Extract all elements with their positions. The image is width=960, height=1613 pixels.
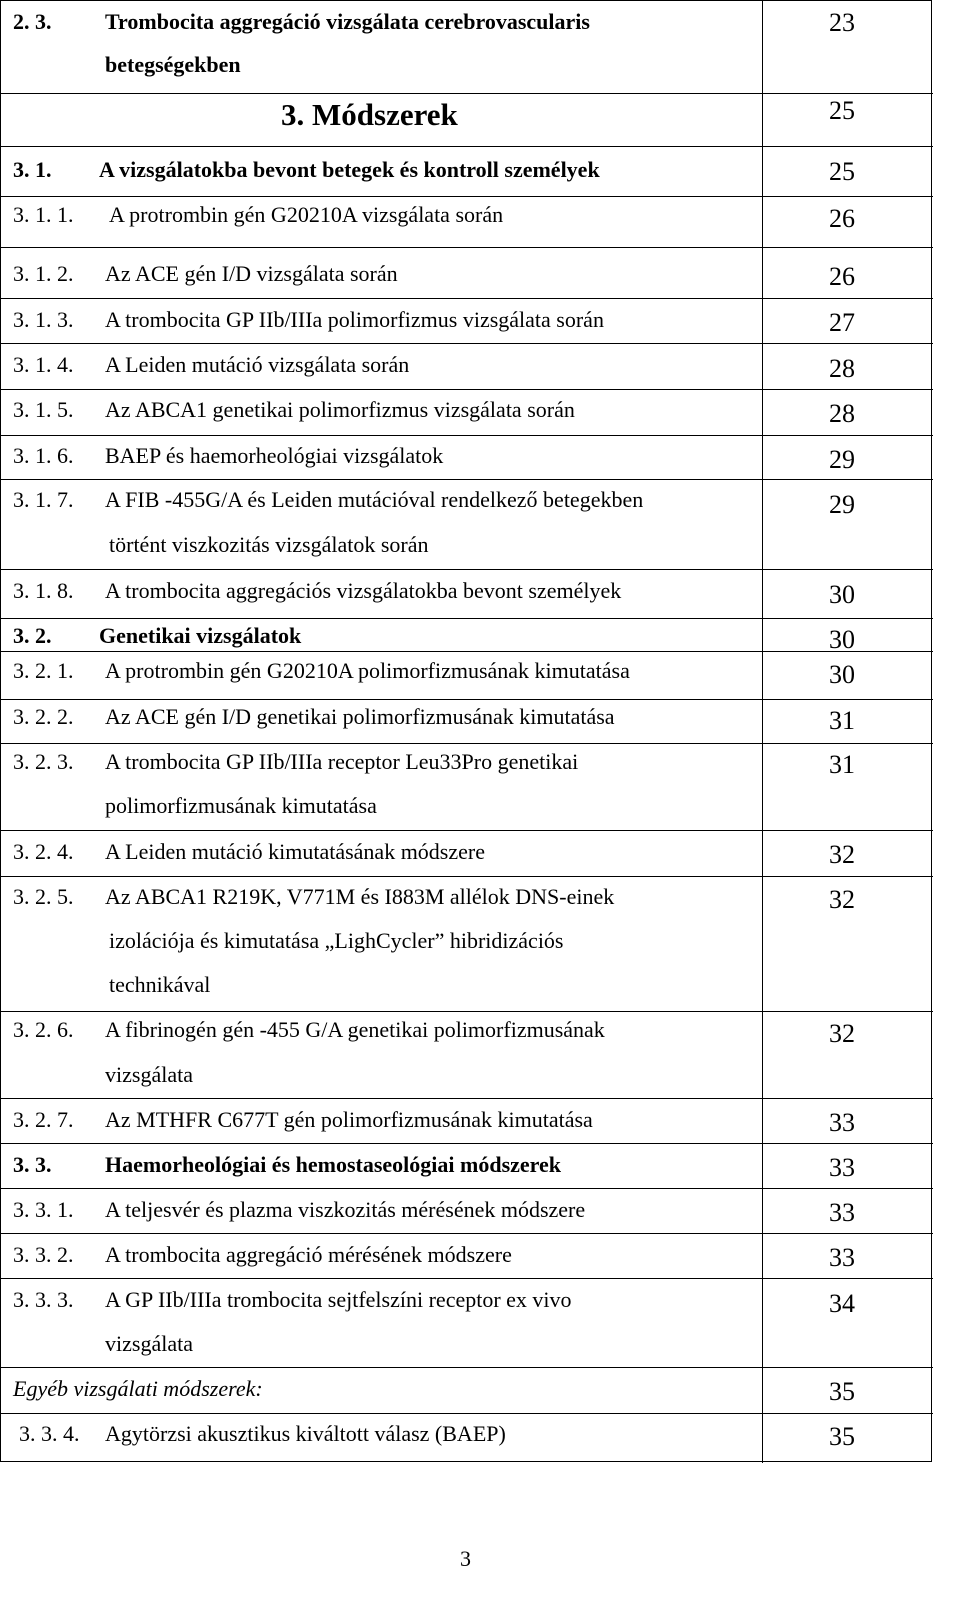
page-number: 32: [829, 840, 855, 869]
row-divider: [1, 876, 933, 877]
section-title: Agytörzsi akusztikus kiváltott válasz (BAEP): [105, 1421, 506, 1446]
section-title: A GP IIb/IIIa trombocita sejtfelszíni receptor ex vivo: [105, 1287, 572, 1312]
page-number: 34: [829, 1289, 855, 1318]
row-divider: [1, 435, 933, 436]
section-title: A protrombin gén G20210A vizsgálata során: [109, 202, 504, 227]
section-title-continued: történt viszkozitás vizsgálatok során: [109, 532, 429, 557]
section-title: A fibrinogén gén -455 G/A genetikai polimorfizmusának: [105, 1017, 605, 1042]
section-number: 3. 1. 8.: [13, 578, 74, 603]
section-number: 3. 1. 1.: [13, 202, 74, 227]
section-number: 3. 1. 7.: [13, 487, 74, 512]
section-title: Az MTHFR C677T gén polimorfizmusának kimutatása: [105, 1107, 593, 1132]
section-title-continued: polimorfizmusának kimutatása: [105, 793, 377, 818]
row-divider: [1, 1278, 933, 1279]
section-number: 3. 2. 5.: [13, 884, 74, 909]
section-number: 3. 2. 4.: [13, 839, 74, 864]
section-title-continued: betegségekben: [105, 52, 241, 77]
row-divider: [1, 1098, 933, 1099]
section-title: Egyéb vizsgálati módszerek:: [13, 1376, 263, 1401]
row-divider: [1, 298, 933, 299]
section-title: Az ACE gén I/D genetikai polimorfizmusának kimutatása: [105, 704, 615, 729]
section-number: 3. 1. 5.: [13, 397, 74, 422]
page-number: 33: [829, 1108, 855, 1137]
section-number: 3. 2. 7.: [13, 1107, 74, 1132]
section-number: 3. 3.: [13, 1152, 52, 1177]
row-divider: [1, 618, 933, 619]
section-title: A FIB -455G/A és Leiden mutációval rendelkező betegekben: [105, 487, 644, 512]
section-title: A Leiden mutáció vizsgálata során: [105, 352, 410, 377]
row-divider: [1, 1413, 933, 1414]
section-title: A protrombin gén G20210A polimorfizmusának kimutatása: [105, 658, 630, 683]
row-divider: [1, 389, 933, 390]
section-title-continued: technikával: [109, 972, 211, 997]
page-number: 29: [829, 490, 855, 519]
page-number: 26: [829, 204, 855, 233]
section-number: 2. 3.: [13, 9, 52, 34]
section-title: Az ACE gén I/D vizsgálata során: [105, 261, 398, 286]
row-divider: [1, 651, 933, 652]
section-title: A Leiden mutáció kimutatásának módszere: [105, 839, 485, 864]
section-title: Trombocita aggregáció vizsgálata cerebrovascularis: [105, 9, 590, 34]
row-divider: [1, 1233, 933, 1234]
page-number: 28: [829, 399, 855, 428]
section-number: 3. 2. 6.: [13, 1017, 74, 1042]
row-divider: [1, 699, 933, 700]
page-number: 26: [829, 262, 855, 291]
row-divider: [1, 1011, 933, 1012]
page-number: 33: [829, 1153, 855, 1182]
page-number: 30: [829, 660, 855, 689]
row-divider: [1, 569, 933, 570]
page-number: 27: [829, 308, 855, 337]
page-number: 30: [829, 625, 855, 654]
section-number: 3. 3. 3.: [13, 1287, 74, 1312]
page-number: 29: [829, 445, 855, 474]
row-divider: [1, 1143, 933, 1144]
row-divider: [1, 93, 933, 94]
page-number: 32: [829, 1019, 855, 1048]
section-number: 3. 1.: [13, 157, 52, 182]
footer-page-number: 3: [460, 1546, 471, 1571]
page-number: 33: [829, 1198, 855, 1227]
section-title-continued: izolációja és kimutatása „LighCycler” hibridizációs: [109, 928, 564, 953]
row-divider: [1, 1188, 933, 1189]
page-number: 25: [829, 157, 855, 186]
page-number: 31: [829, 706, 855, 735]
row-divider: [1, 830, 933, 831]
page-number: 32: [829, 885, 855, 914]
page-number: 33: [829, 1243, 855, 1272]
row-divider: [1, 343, 933, 344]
page-number: 31: [829, 750, 855, 779]
page-number: 35: [829, 1377, 855, 1406]
section-title-continued: vizsgálata: [105, 1062, 193, 1087]
page-number: 28: [829, 354, 855, 383]
row-divider: [1, 247, 933, 248]
section-title: A trombocita aggregációs vizsgálatokba bevont személyek: [105, 578, 622, 603]
row-divider: [1, 146, 933, 147]
section-number: 3. 1. 4.: [13, 352, 74, 377]
section-title: A vizsgálatokba bevont betegek és kontroll személyek: [99, 157, 600, 182]
section-title-continued: vizsgálata: [105, 1331, 193, 1356]
section-number: 3. 2. 3.: [13, 749, 74, 774]
section-title: Genetikai vizsgálatok: [99, 623, 302, 648]
page-number: 23: [829, 8, 855, 37]
section-title: BAEP és haemorheológiai vizsgálatok: [105, 443, 444, 468]
section-number: 3. 2. 2.: [13, 704, 74, 729]
section-number: 3. 1. 2.: [13, 261, 74, 286]
section-title: Az ABCA1 genetikai polimorfizmus vizsgálata során: [105, 397, 575, 422]
section-title: Az ABCA1 R219K, V771M és I883M allélok DNS-einek: [105, 884, 615, 909]
section-number: 3. 3. 4.: [19, 1421, 80, 1446]
section-title: Haemorheológiai és hemostaseológiai módszerek: [105, 1152, 562, 1177]
row-divider: [1, 1367, 933, 1368]
section-number: 3. 3. 2.: [13, 1242, 74, 1267]
page-number: 35: [829, 1422, 855, 1451]
section-number: 3. 1. 6.: [13, 443, 74, 468]
section-number: 3. 2.: [13, 623, 52, 648]
section-title: A trombocita GP IIb/IIIa polimorfizmus vizsgálata során: [105, 307, 604, 332]
section-title: A teljesvér és plazma viszkozitás mérésének módszere: [105, 1197, 586, 1222]
section-number: 3. 3. 1.: [13, 1197, 74, 1222]
row-divider: [1, 196, 933, 197]
row-divider: [1, 479, 933, 480]
section-number: 3. 2. 1.: [13, 658, 74, 683]
chapter-heading: 3. Módszerek: [281, 97, 458, 132]
page-number: 25: [829, 96, 855, 125]
page-number: 30: [829, 580, 855, 609]
column-divider: [762, 1, 763, 1463]
section-title: A trombocita aggregáció mérésének módszere: [105, 1242, 512, 1267]
row-divider: [1, 743, 933, 744]
section-title: A trombocita GP IIb/IIIa receptor Leu33Pro genetikai: [105, 749, 579, 774]
section-number: 3. 1. 3.: [13, 307, 74, 332]
